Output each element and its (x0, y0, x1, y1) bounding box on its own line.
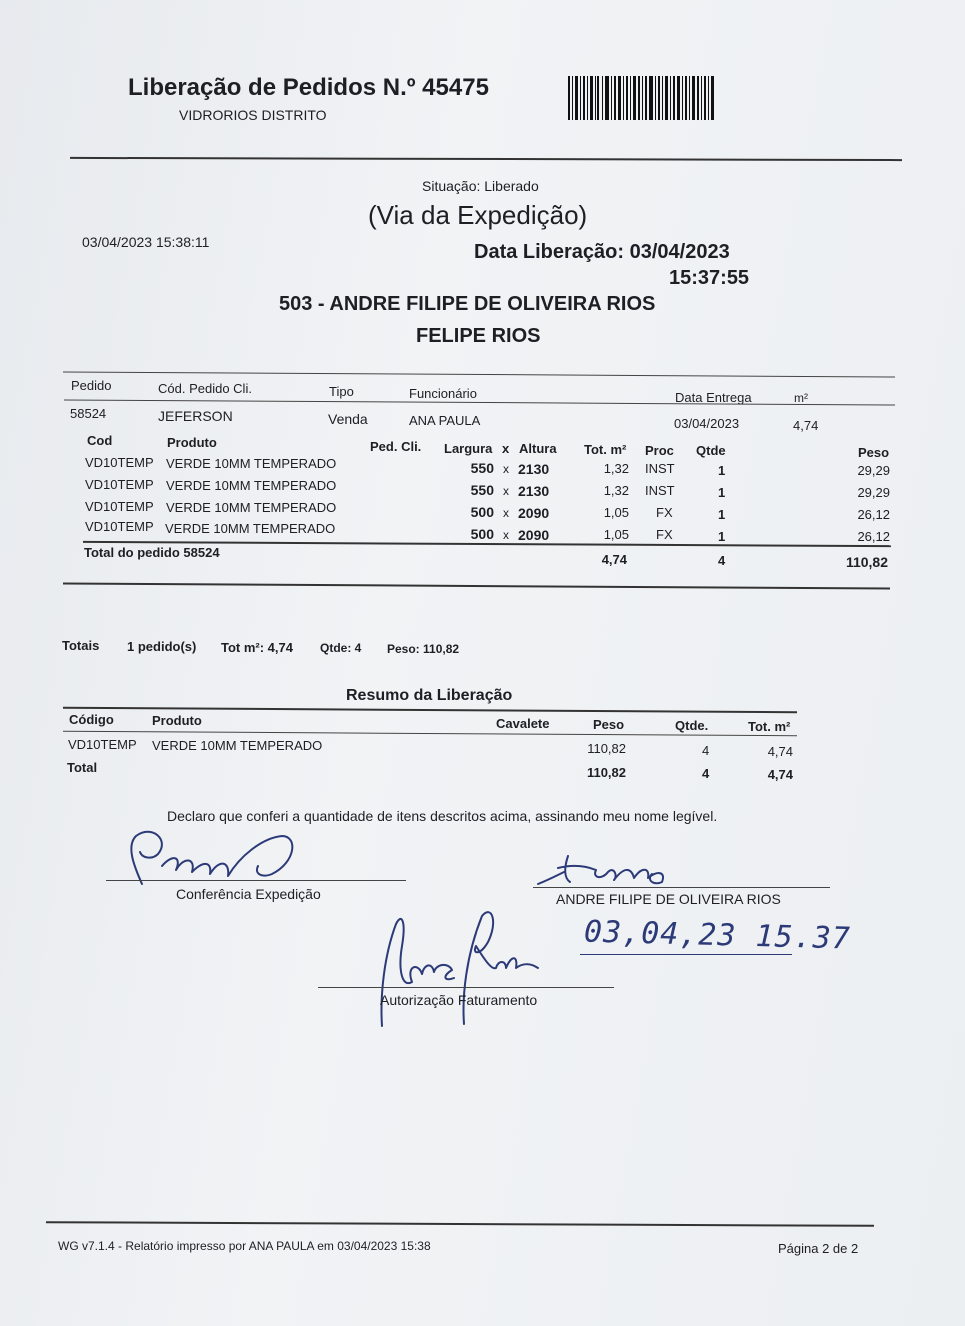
item-proc: INST (645, 483, 675, 498)
item-peso: 29,29 (857, 485, 890, 500)
item-tot-m2: 1,05 (603, 527, 629, 542)
handwritten-date-underline (580, 954, 792, 955)
copy-label: (Via da Expedição) (368, 200, 588, 230)
item-cod: VD10TEMP (85, 477, 154, 492)
footer-print-info: WG v7.1.4 - Relatório impresso por ANA PAULA em 03/04/2023 15:38 (58, 1239, 431, 1253)
item-largura: 500 (470, 526, 494, 542)
item-qtde: 1 (718, 507, 726, 522)
item-largura: 500 (470, 504, 494, 520)
signature-autorizacao (372, 906, 542, 1030)
summary-total-tot-m2: 4,74 (767, 767, 793, 782)
item-col-cod: Cod (87, 433, 113, 448)
item-peso: 29,29 (857, 463, 890, 478)
item-produto: VERDE 10MM TEMPERADO (166, 500, 337, 515)
order-header-rule (64, 399, 895, 405)
item-proc: FX (656, 505, 673, 520)
order-funcionario: ANA PAULA (409, 413, 481, 428)
item-col-produto: Produto (167, 435, 217, 450)
item-col-x: x (502, 441, 510, 456)
totals-label: Totais (62, 638, 100, 653)
col-data-entrega: Data Entrega (675, 390, 752, 405)
summary-title: Resumo da Liberação (346, 687, 513, 704)
item-x: x (503, 462, 509, 476)
summary-total-peso: 110,82 (586, 765, 626, 780)
item-altura: 2090 (518, 527, 550, 543)
header-divider (70, 157, 902, 161)
order-total-qtde: 4 (718, 553, 726, 568)
item-tot-m2: 1,05 (603, 505, 629, 520)
item-peso: 26,12 (857, 529, 890, 544)
release-date: Data Liberação: 03/04/2023 (474, 241, 730, 263)
company-name: VIDRORIOS DISTRITO (179, 107, 327, 123)
item-produto: VERDE 10MM TEMPERADO (166, 478, 337, 493)
totals-peso: Peso: 110,82 (387, 642, 460, 656)
barcode (568, 76, 716, 120)
summary-total-label: Total (67, 760, 98, 775)
summary-codigo: VD10TEMP (68, 737, 137, 752)
handwritten-date: 03,04,23 15.37 (583, 914, 852, 957)
signature-conferencia (112, 826, 322, 892)
order-cod-pedido-cli: JEFERSON (158, 408, 233, 424)
customer-name: 503 - ANDRE FILIPE DE OLIVEIRA RIOS (279, 293, 656, 315)
totals-m2: Tot m²: 4,74 (221, 640, 293, 655)
item-cod: VD10TEMP (85, 519, 154, 534)
item-produto: VERDE 10MM TEMPERADO (165, 521, 336, 536)
order-pedido: 58524 (70, 406, 107, 421)
signature-line-autorizacao (318, 987, 614, 988)
summary-col-tot-m2: Tot. m² (748, 719, 791, 734)
col-pedido: Pedido (71, 378, 112, 393)
item-tot-m2: 1,32 (603, 483, 629, 498)
order-tipo: Venda (328, 411, 368, 427)
item-largura: 550 (470, 460, 494, 476)
document-title: Liberação de Pedidos N.º 45475 (128, 74, 489, 101)
item-tot-m2: 1,32 (603, 461, 629, 476)
declaration-text: Declaro que conferi a quantidade de itens descritos acima, assinando meu nome legível. (167, 808, 718, 824)
item-qtde: 1 (718, 463, 726, 478)
item-qtde: 1 (718, 485, 726, 500)
item-col-proc: Proc (645, 443, 674, 458)
signature-line-customer (533, 887, 830, 888)
signature-label-autorizacao: Autorização Faturamento (380, 992, 538, 1008)
totals-pedidos: 1 pedido(s) (127, 639, 197, 654)
signature-label-customer: ANDRE FILIPE DE OLIVEIRA RIOS (556, 891, 781, 907)
item-cod: VD10TEMP (85, 499, 154, 514)
item-proc: INST (645, 461, 675, 476)
signature-label-conferencia: Conferência Expedição (176, 886, 321, 902)
item-altura: 2130 (518, 461, 550, 477)
summary-col-codigo: Código (69, 712, 114, 727)
item-col-tot-m2: Tot. m² (584, 442, 627, 457)
item-col-largura: Largura (444, 441, 493, 456)
summary-peso: 110,82 (587, 741, 626, 756)
col-m2: m² (794, 391, 808, 405)
summary-tot-m2: 4,74 (767, 744, 793, 759)
item-altura: 2090 (518, 505, 550, 521)
item-col-qtde: Qtde (696, 443, 726, 458)
order-m2: 4,74 (793, 418, 819, 433)
item-col-ped-cli: Ped. Cli. (370, 439, 422, 454)
item-altura: 2130 (518, 483, 550, 499)
item-col-altura: Altura (519, 441, 557, 456)
printed-timestamp: 03/04/2023 15:38:11 (82, 234, 210, 250)
status-text: Situação: Liberado (422, 178, 539, 194)
item-x: x (503, 528, 509, 542)
summary-total-qtde: 4 (702, 766, 710, 781)
footer-page-number: Página 2 de 2 (778, 1241, 859, 1256)
footer-rule (46, 1221, 874, 1227)
summary-col-qtde: Qtde. (675, 718, 709, 733)
totals-qtde: Qtde: 4 (320, 641, 362, 655)
summary-produto: VERDE 10MM TEMPERADO (152, 738, 323, 753)
col-cod-pedido-cli: Cód. Pedido Cli. (158, 381, 252, 396)
col-funcionario: Funcionário (409, 386, 477, 401)
summary-col-produto: Produto (152, 713, 202, 728)
release-time: 15:37:55 (669, 267, 750, 289)
summary-col-peso: Peso (593, 717, 625, 732)
summary-col-cavalete: Cavalete (496, 716, 550, 731)
item-proc: FX (656, 527, 673, 542)
item-produto: VERDE 10MM TEMPERADO (166, 456, 337, 471)
item-col-peso: Peso (858, 445, 890, 460)
summary-qtde: 4 (702, 743, 710, 758)
item-largura: 550 (470, 482, 494, 498)
order-top-rule (63, 371, 895, 377)
item-peso: 26,12 (857, 507, 890, 522)
customer-short-name: FELIPE RIOS (416, 325, 541, 347)
order-total-peso: 110,82 (845, 554, 888, 570)
item-x: x (503, 484, 509, 498)
item-qtde: 1 (718, 529, 726, 544)
order-data-entrega: 03/04/2023 (674, 416, 740, 431)
item-cod: VD10TEMP (85, 455, 154, 470)
item-x: x (503, 506, 509, 520)
order-total-label: Total do pedido 58524 (84, 545, 220, 560)
order-total-m2: 4,74 (601, 552, 627, 567)
signature-customer (534, 850, 674, 890)
signature-line-conferencia (106, 880, 406, 881)
col-tipo: Tipo (329, 384, 354, 399)
order-bottom-rule (63, 582, 890, 589)
